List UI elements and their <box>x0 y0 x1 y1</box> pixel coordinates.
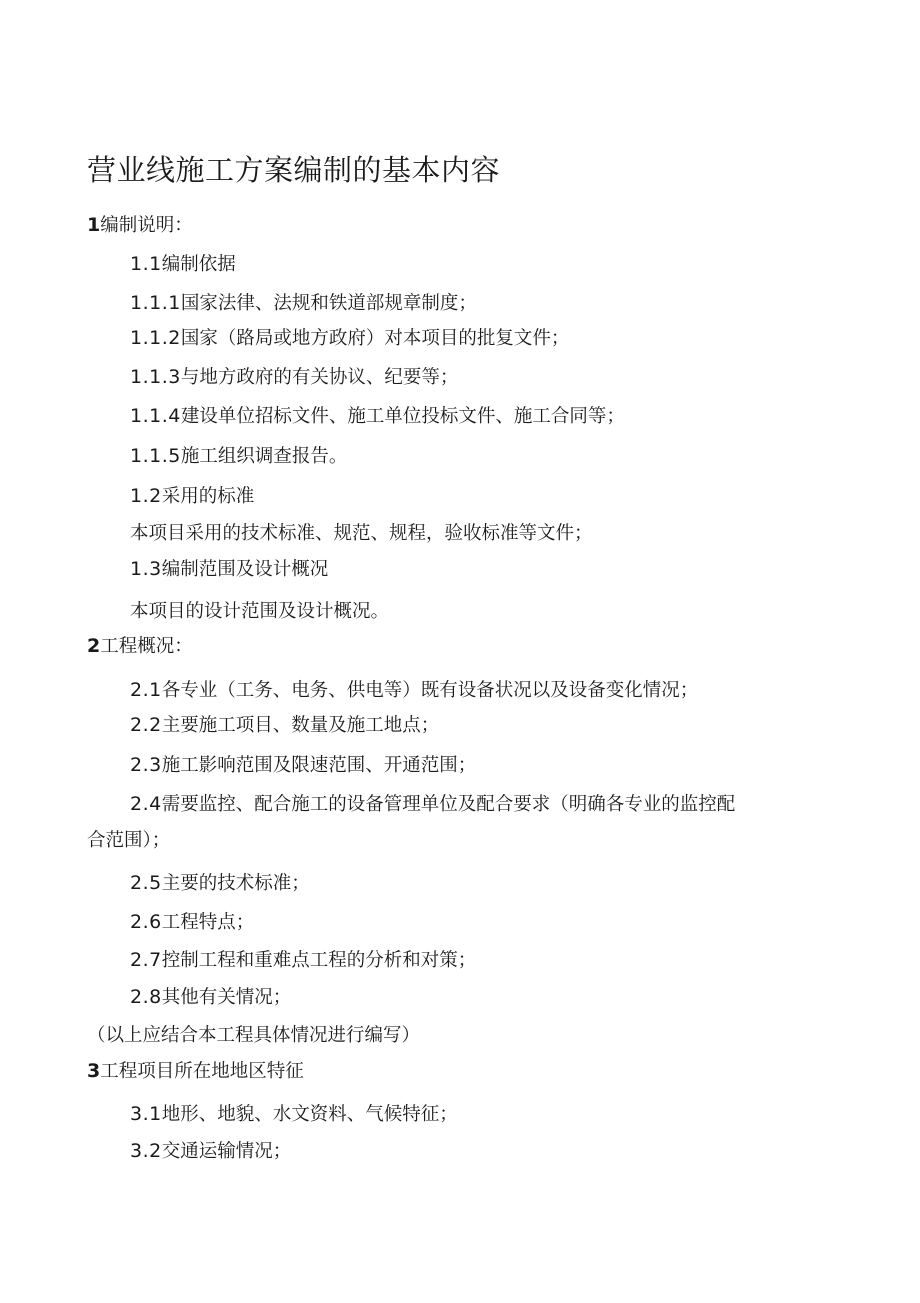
paragraph-text: 本项目的设计范围及设计概况。 <box>130 601 390 622</box>
item-number: 1.1.5 <box>130 445 181 467</box>
item-1-1-2 <box>130 326 569 351</box>
item-text: 各专业（工务、电务、供电等）既有设备状况以及设备变化情况； <box>161 680 699 701</box>
subsection-1-3 <box>130 557 328 582</box>
section-heading-2 <box>87 634 193 659</box>
item-text: 主要施工项目、数量及施工地点； <box>161 715 440 736</box>
item-text: 国家法律、法规和铁道部规章制度； <box>180 293 477 314</box>
item-text: 工程特点； <box>161 912 255 933</box>
item-text: 其他有关情况； <box>161 987 292 1008</box>
item-number: 3.1 <box>130 1103 162 1125</box>
section-number: 3 <box>87 1060 101 1082</box>
item-number: 2.4 <box>130 793 162 815</box>
item-text: 与地方政府的有关协议、纪要等； <box>180 367 459 388</box>
page-title: 营业线施工方案编制的基本内容 <box>87 153 501 187</box>
item-number: 1.2 <box>130 485 162 507</box>
section-number: 2 <box>87 635 101 657</box>
section-heading-3 <box>87 1059 304 1084</box>
item-2-3 <box>130 753 476 778</box>
item-number: 2.1 <box>130 679 162 701</box>
item-3-2 <box>130 1139 291 1164</box>
item-number: 2.3 <box>130 754 162 776</box>
item-2-5 <box>130 871 310 896</box>
item-2-4 <box>130 792 735 817</box>
item-3-1 <box>130 1102 458 1127</box>
section-text: 工程概况： <box>100 636 193 657</box>
section-text: 编制说明： <box>100 215 193 236</box>
paragraph-scope <box>130 600 389 624</box>
item-number: 1.1.1 <box>130 292 181 314</box>
section-number: 1 <box>87 214 101 236</box>
item-2-2 <box>130 713 439 738</box>
item-number: 2.5 <box>130 872 162 894</box>
item-1-1-3 <box>130 365 458 390</box>
paragraph-standards <box>130 522 593 546</box>
section-text: 工程项目所在地地区特征 <box>100 1061 304 1082</box>
item-text: 编制依据 <box>161 254 236 275</box>
item-text: 建设单位招标文件、施工单位投标文件、施工合同等； <box>180 406 625 427</box>
item-2-4-continuation <box>87 829 170 853</box>
item-text: 合范围）； <box>87 830 171 851</box>
item-number: 2.2 <box>130 714 162 736</box>
item-2-8 <box>130 985 291 1010</box>
paragraph-text: 本项目采用的技术标准、规范、规程，验收标准等文件； <box>130 523 593 544</box>
item-number: 1.1.3 <box>130 366 181 388</box>
item-number: 2.6 <box>130 911 162 933</box>
item-text: 国家（路局或地方政府）对本项目的批复文件； <box>180 328 570 349</box>
item-text: 施工影响范围及限速范围、开通范围； <box>161 755 477 776</box>
item-1-1-4 <box>130 404 625 429</box>
item-number: 1.1.2 <box>130 327 181 349</box>
item-number: 1.3 <box>130 558 162 580</box>
item-text: 采用的标准 <box>161 486 255 507</box>
item-2-1 <box>130 678 698 703</box>
item-text: 控制工程和重难点工程的分析和对策； <box>161 950 477 971</box>
item-text: 主要的技术标准； <box>161 873 310 894</box>
item-number: 1.1.4 <box>130 405 181 427</box>
section-heading-1 <box>87 213 193 238</box>
item-number: 2.7 <box>130 949 162 971</box>
note-text: （以上应结合本工程具体情况进行编写） <box>87 1025 421 1046</box>
item-2-6 <box>130 910 254 935</box>
note-paragraph <box>87 1024 420 1048</box>
subsection-1-1 <box>130 252 236 277</box>
item-1-1-5 <box>130 444 347 469</box>
item-text: 地形、地貌、水文资料、气候特征； <box>161 1104 458 1125</box>
item-text: 编制范围及设计概况 <box>161 559 329 580</box>
item-number: 3.2 <box>130 1140 162 1162</box>
item-text: 施工组织调查报告。 <box>180 446 348 467</box>
subsection-1-2 <box>130 484 254 509</box>
item-text: 交通运输情况； <box>161 1141 292 1162</box>
item-number: 2.8 <box>130 986 162 1008</box>
item-text: 需要监控、配合施工的设备管理单位及配合要求（明确各专业的监控配 <box>161 794 736 815</box>
item-number: 1.1 <box>130 253 162 275</box>
item-2-7 <box>130 948 476 973</box>
item-1-1-1 <box>130 291 477 316</box>
